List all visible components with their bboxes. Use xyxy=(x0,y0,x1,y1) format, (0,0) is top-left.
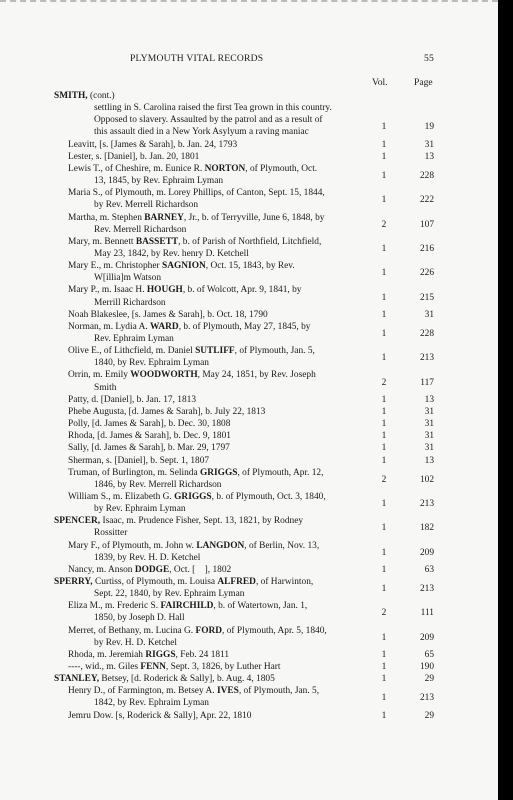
record-text-line: Rev. Ephraim Lyman xyxy=(94,333,174,344)
record-text-line: William S., m. Elizabeth G. GRIGGS, b. of Plymouth, Oct. 3, 1840, xyxy=(68,491,326,502)
record-entry xyxy=(0,491,498,515)
record-page: 228 xyxy=(419,171,434,182)
record-entry xyxy=(0,236,498,260)
record-page: 182 xyxy=(419,523,434,534)
record-text-line: this assault died in a New York Asylyum a raving maniac xyxy=(94,127,309,138)
record-text-line: Norman, m. Lydia A. WARD, b. of Plymouth, May 27, 1845, by xyxy=(68,321,311,332)
record-entry xyxy=(0,661,498,673)
record-volume: 1 xyxy=(381,547,387,558)
record-text-line: 1839, by Rev. H. D. Ketchel xyxy=(94,552,201,563)
record-entry xyxy=(0,685,498,709)
record-text-line: SPENCER, Isaac, m. Prudence Fisher, Sept. 13, 1821, by Rodney xyxy=(54,516,304,527)
record-text-line: 1850, by Joseph D. Hall xyxy=(94,613,185,624)
record-volume: 1 xyxy=(381,328,387,339)
record-text-line: Rev. Merrell Richardson xyxy=(94,224,187,235)
record-page: 111 xyxy=(420,608,434,619)
record-page: 31 xyxy=(424,431,434,442)
record-page: 107 xyxy=(419,219,434,230)
record-entry xyxy=(0,309,498,321)
column-header-page: Page xyxy=(414,77,433,88)
record-text-line: Henry D., of Farmington, m. Betsey A. IVES, of Plymouth, Jan. 5, xyxy=(68,686,320,697)
record-entry xyxy=(0,455,498,467)
record-page: 31 xyxy=(424,419,434,430)
record-volume: 2 xyxy=(381,219,387,230)
record-volume: 1 xyxy=(381,674,387,685)
record-volume: 1 xyxy=(381,455,387,466)
record-entry xyxy=(0,139,498,151)
record-volume: 1 xyxy=(381,292,387,303)
record-volume: 1 xyxy=(381,693,387,704)
record-entry xyxy=(0,418,498,430)
record-text-line: 13, 1845, by Rev. Ephraim Lyman xyxy=(94,176,224,187)
record-page: 31 xyxy=(424,309,434,320)
record-entry xyxy=(0,710,498,722)
record-entry xyxy=(0,515,498,539)
record-page: 209 xyxy=(419,547,434,558)
record-text-line: 1840, by Rev. Ephraim Lyman xyxy=(94,358,209,369)
record-text-line: SPERRY, Curtiss, of Plymouth, m. Louisa ALFRED, of Harwinton, xyxy=(54,577,314,587)
scan-border xyxy=(498,0,513,800)
record-volume: 1 xyxy=(381,584,387,595)
record-entry xyxy=(0,430,498,442)
record-entry xyxy=(0,151,498,163)
record-volume: 1 xyxy=(381,122,387,133)
record-page: 29 xyxy=(424,674,434,685)
record-entry xyxy=(0,442,498,454)
record-page: 222 xyxy=(419,195,434,206)
column-header-vol: Vol. xyxy=(372,77,388,88)
record-entry xyxy=(0,625,498,649)
record-text-line: Sally, [d. James & Sarah], b. Mar. 29, 1797 xyxy=(68,443,230,454)
record-entry xyxy=(0,394,498,406)
record-text-line: Nancy, m. Anson DODGE, Oct. [ ], 1802 xyxy=(68,564,232,575)
record-text-line: May 23, 1842, by Rev. henry D. Ketchell xyxy=(94,248,249,259)
record-text-line: Olive E., of Lithcfield, m. Daniel SUTLIFF, of Plymouth, Jan. 5, xyxy=(68,346,315,357)
record-entry xyxy=(0,467,498,491)
record-text-line: Leavitt, [s. [James & Sarah], b. Jan. 24, 1793 xyxy=(68,139,238,150)
record-page: 228 xyxy=(419,328,434,339)
record-page: 13 xyxy=(424,394,434,405)
record-text-line: Mary F., of Plymouth, m. John w. LANGDON, of Berlin, Nov. 13, xyxy=(68,540,320,551)
record-entry xyxy=(0,212,498,236)
record-volume: 2 xyxy=(381,474,387,485)
record-page: 29 xyxy=(424,710,434,721)
record-text-line: by Rev. Merrell Richardson xyxy=(94,200,199,211)
record-text-line: Merrill Richardson xyxy=(94,297,166,308)
record-volume: 1 xyxy=(381,243,387,254)
record-text-line: Merret, of Bethany, m. Lucina G. FORD, of Plymouth, Apr. 5, 1840, xyxy=(68,625,327,636)
record-entry xyxy=(0,90,498,102)
record-volume: 2 xyxy=(381,377,387,388)
record-page: 190 xyxy=(419,662,434,673)
record-volume: 1 xyxy=(381,499,387,510)
record-page: 209 xyxy=(419,632,434,643)
record-volume: 1 xyxy=(381,649,387,660)
record-volume: 1 xyxy=(381,710,387,721)
record-volume: 1 xyxy=(381,564,387,575)
record-volume: 1 xyxy=(381,309,387,320)
record-text-line: Martha, m. Stephen BARNEY, Jr., b. of Terryville, June 6, 1848, by xyxy=(68,212,325,223)
page-title: PLYMOUTH VITAL RECORDS xyxy=(130,53,264,64)
record-entry xyxy=(0,260,498,284)
record-volume: 1 xyxy=(381,419,387,430)
record-page: 63 xyxy=(424,564,434,575)
record-entry xyxy=(0,345,498,369)
record-page: 117 xyxy=(420,377,434,388)
record-volume: 1 xyxy=(381,171,387,182)
record-text-line: by Rev. Ephraim Lyman xyxy=(94,504,186,515)
record-entry xyxy=(0,649,498,661)
record-volume: 1 xyxy=(381,195,387,206)
record-page: 13 xyxy=(424,151,434,162)
record-page: 213 xyxy=(419,499,434,510)
record-page: 213 xyxy=(419,584,434,595)
record-text-line: Opposed to slavery. Assaulted by the patrol and as a result of xyxy=(94,115,323,126)
record-page: 13 xyxy=(424,455,434,466)
record-text-line: Sherman, s. [Daniel], b. Sept. 1, 1807 xyxy=(68,455,210,466)
record-entry xyxy=(0,163,498,187)
record-text-line: Mary P., m. Isaac H. HOUGH, b. of Wolcott, Apr. 9, 1841, by xyxy=(68,285,302,296)
record-volume: 2 xyxy=(381,608,387,619)
record-text-line: Eliza M., m. Frederic S. FAIRCHILD, b. of Watertown, Jan. 1, xyxy=(68,601,308,612)
record-page: 226 xyxy=(419,268,434,279)
record-text-line: Maria S., of Plymouth, m. Lorey Phillips, of Canton, Sept. 15, 1844, xyxy=(68,188,325,199)
record-volume: 1 xyxy=(381,268,387,279)
record-text-line: settling in S. Carolina raised the first Tea grown in this country. xyxy=(94,103,332,114)
record-volume: 1 xyxy=(381,662,387,673)
record-page: 31 xyxy=(424,139,434,150)
record-entry xyxy=(0,576,498,600)
record-text-line: Truman, of Burlington, m. Selinda GRIGGS, of Plymouth, Apr. 12, xyxy=(68,467,324,478)
record-text-line: Lester, s. [Daniel], b. Jan. 20, 1801 xyxy=(68,151,200,162)
record-text-line: Phebe Augusta, [d. James & Sarah], b. July 22, 1813 xyxy=(68,406,266,417)
record-page: 65 xyxy=(424,649,434,660)
record-entry xyxy=(0,406,498,418)
record-volume: 1 xyxy=(381,443,387,454)
record-text-line: Patty, d. [Daniel], b. Jan. 17, 1813 xyxy=(68,394,197,405)
record-page: 31 xyxy=(424,443,434,454)
record-volume: 1 xyxy=(381,353,387,364)
record-entry xyxy=(0,102,498,138)
record-entry xyxy=(0,673,498,685)
record-text-line: Jemru Dow. [s, Roderick & Sally], Apr. 22, 1810 xyxy=(68,710,252,721)
record-volume: 1 xyxy=(381,632,387,643)
record-volume: 1 xyxy=(381,394,387,405)
record-text-line: Sept. 22, 1840, by Rev. Ephraim Lyman xyxy=(94,589,245,600)
record-text-line: Orrin, m. Emily WOODWORTH, May 24, 1851, by Rev. Joseph xyxy=(68,370,316,381)
record-text-line: Rossitter xyxy=(94,528,128,539)
record-page: 215 xyxy=(419,292,434,303)
record-volume: 1 xyxy=(381,139,387,150)
record-page: 102 xyxy=(419,474,434,485)
record-text-line: ----, wid., m. Giles FENN, Sept. 3, 1826, by Luther Hart xyxy=(68,662,281,673)
record-text-line: STANLEY, Betsey, [d. Roderick & Sally], b. Aug. 4, 1805 xyxy=(54,674,275,685)
record-page: 213 xyxy=(419,693,434,704)
page-number: 55 xyxy=(424,53,434,64)
record-text-line: Rhoda, m. Jeremiah RIGGS, Feb. 24 1811 xyxy=(68,649,230,660)
record-volume: 1 xyxy=(381,151,387,162)
record-text-line: by Rev. H. D. Ketchel xyxy=(94,637,177,648)
record-text-line: Smith xyxy=(94,382,117,393)
record-text-line: Mary E., m. Christopher SAGNION, Oct. 15, 1843, by Rev. xyxy=(68,261,295,272)
record-entry xyxy=(0,369,498,393)
record-entry xyxy=(0,540,498,564)
record-page: 213 xyxy=(419,353,434,364)
record-text-line: Polly, [d. James & Sarah], b. Dec. 30, 1808 xyxy=(68,419,231,430)
record-text-line: Mary, m. Bennett BASSETT, b. of Parish of Northfield, Litchfield, xyxy=(68,236,322,247)
record-text-line: Rhoda, [d. James & Sarah], b. Dec. 9, 1801 xyxy=(68,431,231,442)
record-entry xyxy=(0,284,498,308)
record-page: 31 xyxy=(424,406,434,417)
record-entry xyxy=(0,321,498,345)
record-page: 216 xyxy=(419,243,434,254)
record-entry xyxy=(0,187,498,211)
record-text-line: 1842, by Rev. Ephraim Lyman xyxy=(94,698,209,709)
record-entry xyxy=(0,564,498,576)
record-text-line: Noah Blakeslee, [s. James & Sarah], b. Oct. 18, 1790 xyxy=(68,309,268,320)
record-volume: 1 xyxy=(381,523,387,534)
record-text-line: SMITH, (cont.) xyxy=(54,91,115,101)
record-entry xyxy=(0,600,498,624)
record-text-line: Lewis T., of Cheshire, m. Eunice R. NORTON, of Plymouth, Oct. xyxy=(68,163,318,174)
record-text-line: W[illia]m Watson xyxy=(94,273,162,284)
record-volume: 1 xyxy=(381,431,387,442)
record-volume: 1 xyxy=(381,406,387,417)
record-page: 19 xyxy=(424,122,434,133)
record-text-line: 1846, by Rev. Merrell Richardson xyxy=(94,479,222,490)
